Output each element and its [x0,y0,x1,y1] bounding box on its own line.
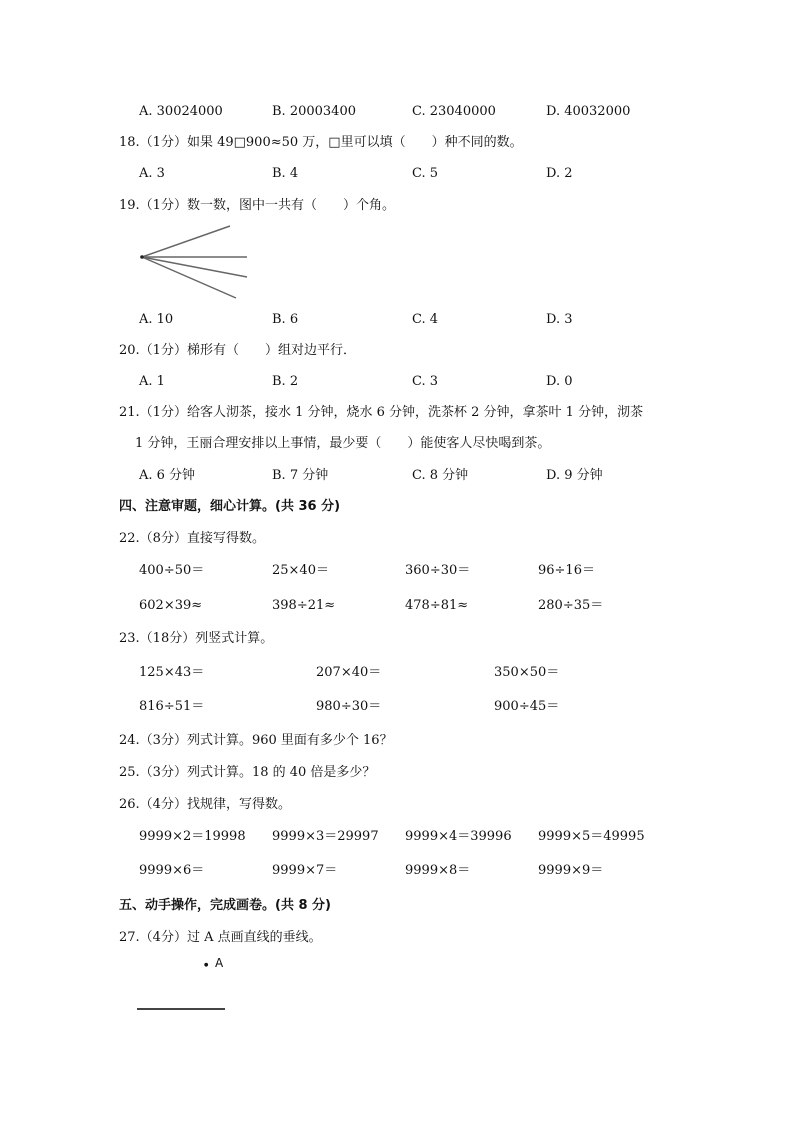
expression: 280÷35＝ [538,598,604,613]
option-b: B. 4 [272,166,299,181]
question-21-line1: 21.（1分）给客人沏茶，接水 1 分钟，烧水 6 分钟，洗茶杯 2 分钟，拿茶叶 1 分钟，沏茶 [119,405,644,420]
option-b: B. 20003400 [272,104,356,119]
question-21-line2: 1 分钟，王丽合理安排以上事情，最少要（ ）能使客人尽快喝到茶。 [135,436,551,451]
option-d: D. 3 [546,312,573,327]
angle-rays-figure [130,220,260,305]
section-4-heading: 四、注意审题，细心计算。(共 36 分) [119,499,341,514]
expression: 125×43＝ [139,665,205,680]
option-b: B. 2 [272,374,299,389]
expression: 360÷30＝ [405,563,471,578]
option-b: B. 6 [272,312,299,327]
option-d: D. 9 分钟 [546,468,603,483]
expression: 9999×5＝49995 [538,829,645,844]
expression: 400÷50＝ [139,563,205,578]
question-20: 20.（1分）梯形有（ ）组对边平行． [119,343,356,358]
section-5-heading: 五、动手操作，完成画卷。(共 8 分) [119,898,331,913]
expression: 398÷21≈ [272,598,336,613]
question-18: 18.（1分）如果 49□900≈50 万，□里可以填（ ）种不同的数。 [119,135,523,150]
option-c: C. 8 分钟 [412,468,469,483]
expression: 207×40＝ [316,665,382,680]
expression: 900÷45＝ [494,699,560,714]
option-a: A. 6 分钟 [139,468,196,483]
expression: 9999×4＝39996 [405,829,512,844]
expression: 350×50＝ [494,665,560,680]
expression: 9999×6＝ [139,863,205,878]
question-22: 22.（8分）直接写得数。 [119,531,265,546]
straight-line [137,1008,225,1010]
expression: 9999×9＝ [538,863,604,878]
expression: 478÷81≈ [405,598,469,613]
option-b: B. 7 分钟 [272,468,329,483]
option-c: C. 4 [412,312,439,327]
option-c: C. 5 [412,166,439,181]
option-a: A. 10 [139,312,174,327]
point-label: A [215,956,224,970]
expression: 96÷16＝ [538,563,595,578]
expression: 980÷30＝ [316,699,382,714]
option-d: D. 40032000 [546,104,631,119]
option-a: A. 3 [139,166,165,181]
question-26: 26.（4分）找规律，写得数。 [119,797,291,812]
option-a: A. 30024000 [139,104,223,119]
expression: 25×40＝ [272,563,329,578]
expression: 816÷51＝ [139,699,205,714]
question-23: 23.（18分）列竖式计算。 [119,631,274,646]
option-c: C. 3 [412,374,439,389]
option-a: A. 1 [139,374,165,389]
expression: 9999×7＝ [272,863,338,878]
question-27: 27.（4分）过 A 点画直线的垂线。 [119,930,322,945]
option-d: D. 2 [546,166,573,181]
question-24: 24.（3分）列式计算。960 里面有多少个 16？ [119,733,393,748]
question-19: 19.（1分）数一数，图中一共有（ ）个角。 [119,198,395,213]
option-c: C. 23040000 [412,104,496,119]
option-d: D. 0 [546,374,573,389]
question-25: 25.（3分）列式计算。18 的 40 倍是多少？ [119,765,376,780]
point-dot-icon: ● [204,962,209,968]
expression: 9999×8＝ [405,863,471,878]
expression: 9999×2＝19998 [139,829,246,844]
expression: 9999×3＝29997 [272,829,379,844]
expression: 602×39≈ [139,598,203,613]
